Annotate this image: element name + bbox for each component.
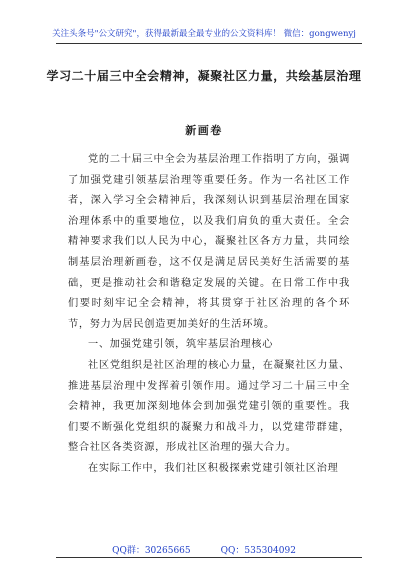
footer-contact [0,543,408,556]
section-heading-1: 一、加强党建引领，筑牢基层治理核心 [88,339,274,351]
document-title: 学习二十届三中全会精神，凝聚社区力量，共绘基层治理 [46,69,362,83]
document-author: 新画卷 [185,124,223,137]
header-divider [56,43,362,44]
paragraph-section-1: 社区党组织是社区治理的核心力量，在凝聚社区力量、推进基层治理中发挥着引领作用。通过学习二十届三中全会精神，我更加深刻地体会到加强党建引领的重要性。我们要不断强化党组织的凝聚力和战斗力，以党建带群建，整合社区各类资源，形成社区治理的强大合力。 [68,359,350,454]
paragraph-practice: 在实际工作中，我们社区积极探索党建引领社区治理 [88,462,339,474]
footer-qq-number: QQ：535304092 [220,546,296,556]
footer-divider [56,557,362,558]
paragraph-intro: 党的二十届三中全会为基层治理工作指明了方向，强调了加强党建引领基层治理等重要任务。作为一名社区工作者，深入学习全会精神后，我深刻认识到基层治理在国家治理体系中的重要地位，以及我们肩负的重大责任。全会精神要求我们以人民为中心，凝聚社区各方力量，共同绘制基层治理新画卷，这不仅是满足居民美好生活需要的基础，更是推动社会和谐稳定发展的关键。在日常工作中我们要时刻牢记全会精神，将其贯穿于社区治理的各个环节，努力为居民创造更加美好的生活环境。 [68,154,350,330]
header-promo-note: 关注头条号"公文研究"，获得最新最全最专业的公文资料库！ 微信：gongwenyj [52,29,356,39]
document-body [68,150,350,480]
footer-qq-group: QQ群：30265665 [112,546,191,556]
